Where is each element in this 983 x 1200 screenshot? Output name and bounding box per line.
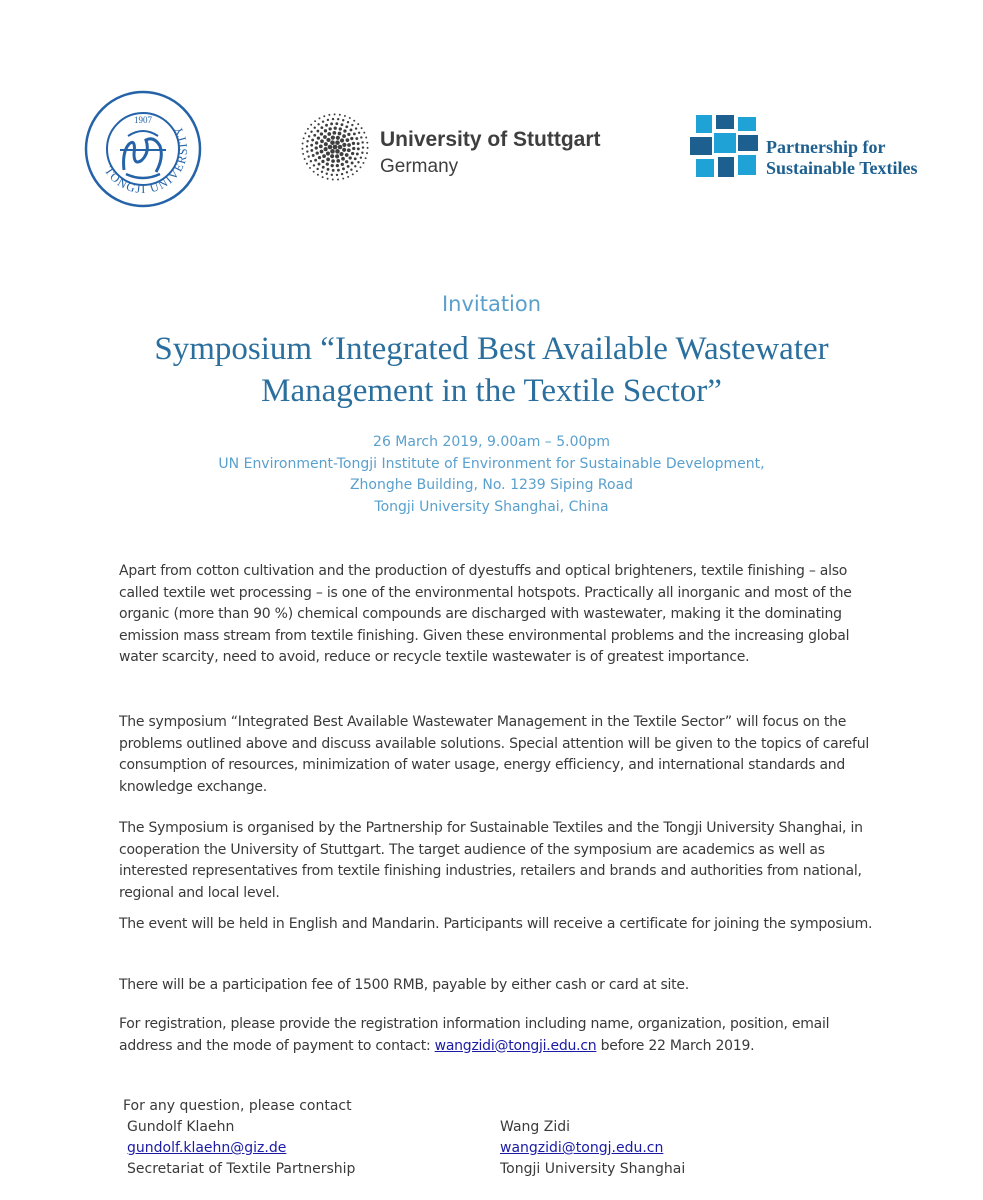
contact-left-name: Gundolf Klaehn xyxy=(127,1119,235,1135)
partnership-sustainable-textiles-logo xyxy=(690,115,960,185)
invitation-label: Invitation xyxy=(441,292,542,316)
title-line-2: Management in the Textile Sector” xyxy=(261,373,722,409)
event-venue-line-1: UN Environment-Tongji Institute of Environment for Sustainable Development, xyxy=(218,455,765,472)
tongji-ring-text: TONGJI UNIVERSITY xyxy=(101,122,191,197)
paragraph-language: The event will be held in English and Mandarin. Participants will receive a certificate for joining the symposium. xyxy=(119,916,873,932)
svg-text:TONGJI UNIVERSITY xyxy=(102,123,190,197)
contact-intro: For any question, please contact xyxy=(123,1098,352,1114)
registration-text: For registration, please provide the registration information including name, organization, position, email address and the mode of payment to contact: xyxy=(119,1016,830,1054)
stuttgart-dot-emblem xyxy=(300,112,370,182)
pst-line2: Sustainable Textiles xyxy=(766,158,918,178)
paragraph-fee: There will be a participation fee of 1500 RMB, payable by either cash or card at site. xyxy=(119,977,689,993)
event-venue-line-2: Zhonghe Building, No. 1239 Siping Road xyxy=(349,477,634,493)
contact-left-email-link[interactable]: gundolf.klaehn@giz.de xyxy=(127,1140,287,1156)
contact-right-block xyxy=(500,1117,685,1180)
paragraph-background: Apart from cotton cultivation and the production of dyestuffs and optical brighteners, textile finishing – also called textile wet processing – is one of the environmental hotspots. Practically all inorganic and most of the organic (more than 90 %) chemical compounds are discharged with wastewater, making it the dominating emission mass stream from textile finishing. Given these environmental problems and the increasing global water scarcity, need to avoid, reduce or recycle textile wastewater is of greatest importance. xyxy=(119,563,852,665)
symposium-title xyxy=(60,328,923,412)
event-venue-line-3: Tongji University Shanghai, China xyxy=(374,498,609,515)
tongji-year: 1907 xyxy=(134,115,152,125)
paragraph-organisers: The Symposium is organised by the Partnership for Sustainable Textiles and the Tongji University Shanghai, in cooperation the University of Stuttgart. The target audience of the symposium are academics as well as interested representatives from textile finishing industries, retailers and brands and authorities from national, regional and local level. xyxy=(119,820,863,901)
registration-email-link[interactable]: wangzidi@tongji.edu.cn xyxy=(434,1037,597,1054)
stuttgart-country: Germany xyxy=(380,156,459,177)
pst-wordmark xyxy=(766,137,918,179)
contact-right-name: Wang Zidi xyxy=(500,1119,570,1135)
event-date-time: 26 March 2019, 9.00am – 5.00pm xyxy=(373,434,610,450)
contact-left-org: Secretariat of Textile Partnership xyxy=(127,1161,356,1177)
title-line-1: Symposium “Integrated Best Available Wastewater xyxy=(154,331,829,367)
logo-row xyxy=(0,85,983,215)
stuttgart-name: University of Stuttgart xyxy=(380,128,601,151)
registration-deadline: before 22 March 2019. xyxy=(596,1037,755,1054)
university-of-stuttgart-logo xyxy=(300,110,630,185)
tongji-university-logo xyxy=(84,90,202,208)
pst-block-emblem xyxy=(690,115,762,181)
pst-line1: Partnership for xyxy=(766,137,886,157)
event-details xyxy=(0,432,983,518)
contact-right-email-link[interactable]: wangzidi@tongj.edu.cn xyxy=(500,1140,664,1156)
paragraph-registration xyxy=(119,1014,879,1057)
contact-left-block xyxy=(123,1096,355,1180)
contact-right-org: Tongji University Shanghai xyxy=(500,1161,686,1177)
paragraph-focus: The symposium “Integrated Best Available Wastewater Management in the Textile Sector” will focus on the problems outlined above and discuss available solutions. Special attention will be given to the topics of careful consumption of resources, minimization of water usage, energy efficiency, and international standards and knowledge exchange. xyxy=(119,714,869,795)
